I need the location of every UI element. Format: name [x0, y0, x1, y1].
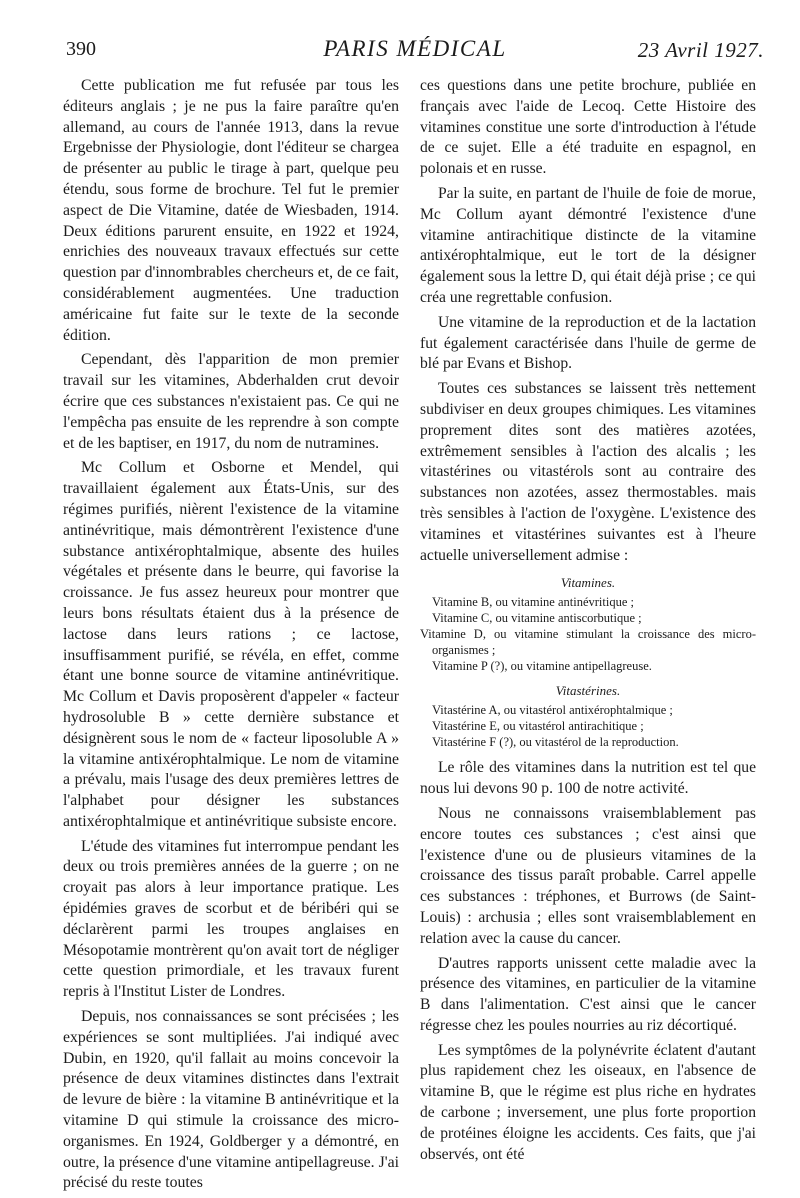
paragraph: Cependant, dès l'apparition de mon premier travail sur les vitamines, Abderhalden crut devoir écrire que ces substances n'existaient pas. Ce qui ne l'empêcha pas ensuite de les reprendre à son compte et de les baptiser, en 1917, du nom de nutramines.	[63, 351, 399, 452]
list-title: Vitamines.	[560, 575, 616, 591]
list-item: Vitamine D, ou vitamine stimulant la croissance des micro-organismes ;	[420, 627, 756, 658]
page-header	[66, 36, 764, 68]
vitasterines-list	[420, 682, 756, 750]
list-item: Vitastérine A, ou vitastérol antixérophtalmique ;	[432, 703, 673, 718]
paragraph: Depuis, nos connaissances se sont précisées ; les expériences se sont multipliées. J'ai indiqué avec Dubin, en 1920, qu'il fallait au moins concevoir la présence de deux vitamines distinctes dans l'extrait de levure de bière : la vitamine B antinévritique et la vitamine D qui stimule la croissance des micro-organismes. En 1924, Goldberger y a démontré, en outre, la présence d'une vitamine antipellagreuse. J'ai précisé du reste toutes	[63, 1008, 399, 1192]
list-item: Vitastérine E, ou vitastérol antirachitique ;	[432, 719, 644, 734]
paragraph: Par la suite, en partant de l'huile de foie de morue, Mc Collum ayant démontré l'existence d'une vitamine antirachitique distincte de la vitamine antixérophtalmique, eut le tort de la désigner également sous la lettre D, qui était déjà prise ; ce qui créa une regrettable confusion.	[420, 184, 756, 306]
right-column	[420, 76, 756, 1169]
issue-date: 23 Avril 1927.	[637, 38, 764, 62]
vitamines-list	[420, 574, 756, 674]
paragraph: Une vitamine de la reproduction et de la lactation fut également caractérisée dans l'huile de germe de blé par Evans et Bishop.	[420, 313, 756, 373]
list-item: Vitamine P (?), ou vitamine antipellagreuse.	[432, 659, 652, 674]
paragraph: Mc Collum et Osborne et Mendel, qui travaillaient également aux États-Unis, sur des régimes purifiés, nièrent l'existence de la vitamine antinévritique, mais démontrèrent l'existence d'une substance antixérophtalmique, absente des huiles végétales et présente dans le beurre, qui favorise la croissance. Je fus assez heureux pour montrer que leurs bons résultats étaient dus à la présence de lactose dans leurs rations ; ce lactose, insuffisamment purifié, se révéla, en effet, comme étant une bonne source de vitamine antinévritique. Mc Collum et Davis proposèrent d'appeler « facteur hydrosoluble B » cette dernière substance et désignèrent sous le nom de « facteur liposoluble A » la vitamine antixérophtalmique. Le nom de vitamine a prévalu, mais l'usage des deux premières lettres de l'alphabet pour désigner les substances antixérophtalmique et antinévritique subsiste encore.	[63, 459, 399, 830]
paragraph: Le rôle des vitamines dans la nutrition est tel que nous lui devons 90 p. 100 de notre activité.	[420, 759, 756, 798]
paragraph: Nous ne connaissons vraisemblablement pas encore toutes ces substances ; c'est ainsi que l'existence d'une ou de plusieurs vitamines de la croissance des tissus paraît probable. Carrel appelle ces substances : tréphones, et Burrows (de Saint-Louis) : archusia ; elles sont vraisemblablement en relation avec la cause du cancer.	[420, 804, 756, 947]
page-number: 390	[66, 38, 96, 60]
paragraph: D'autres rapports unissent cette maladie avec la présence des vitamines, en particulier de la vitamine B dans l'alimentation. C'est ainsi que le cancer régresse chez les poules nourries au riz décortiqué.	[420, 954, 756, 1034]
list-item: Vitamine B, ou vitamine antinévritique ;	[432, 595, 634, 610]
list-title: Vitastérines.	[555, 683, 621, 699]
left-column	[63, 76, 399, 1198]
paragraph: Cette publication me fut refusée par tous les éditeurs anglais ; je ne pus la faire paraître qu'en allemand, au cours de l'année 1913, dans la revue Ergebnisse der Physiologie, dont l'éditeur se chargea de présenter au public le tirage à part, quelque peu étendu, sous forme de brochure. Tel fut le premier aspect de Die Vitamine, datée de Wiesbaden, 1914. Deux éditions parurent ensuite, en 1922 et 1924, enrichies des nouveaux travaux effectués sur cette question par d'innombrables chercheurs et, de ce fait, considérablement augmentées. Une traduction américaine fut faite sur le texte de la seconde édition.	[63, 77, 399, 344]
journal-title: PARIS MÉDICAL	[323, 36, 507, 61]
paragraph: Toutes ces substances se laissent très nettement subdiviser en deux groupes chimiques. Les vitamines proprement dites sont des matières azotées, extrêmement sensibles à l'action des alcalis ; les vitastérines ou vitastérols sont au contraire des substances non azotées, assez thermostables. mais très sensibles à l'action de l'oxygène. L'existence des vitamines et vitastérines suivantes est à l'heure actuelle universellement admise :	[420, 380, 756, 564]
paragraph: L'étude des vitamines fut interrompue pendant les deux ou trois premières années de la guerre ; on ne croyait pas alors à leur importance pratique. Les épidémies graves de scorbut et de béribéri qui se déclarèrent parmi les troupes anglaises en Mésopotamie montrèrent qu'on avait tort de négliger cette question primordiale, et les travaux furent repris à l'Institut Lister de Londres.	[63, 837, 399, 1001]
paragraph: Les symptômes de la polynévrite éclatent d'autant plus rapidement chez les oiseaux, en l'absence de vitamine B, que le régime est plus riche en hydrates de carbone ; inversement, une plus forte proportion de protéines éloigne les accidents. Ces faits, que j'ai observés, ont été	[420, 1041, 756, 1163]
list-item: Vitamine C, ou vitamine antiscorbutique ;	[432, 611, 642, 626]
paragraph: ces questions dans une petite brochure, publiée en français avec l'aide de Lecoq. Cette Histoire des vitamines constitue une sorte d'introduction à l'étude de ce sujet. Elle a été traduite en espagnol, en polonais et en russe.	[420, 77, 756, 178]
list-item: Vitastérine F (?), ou vitastérol de la reproduction.	[432, 735, 679, 750]
